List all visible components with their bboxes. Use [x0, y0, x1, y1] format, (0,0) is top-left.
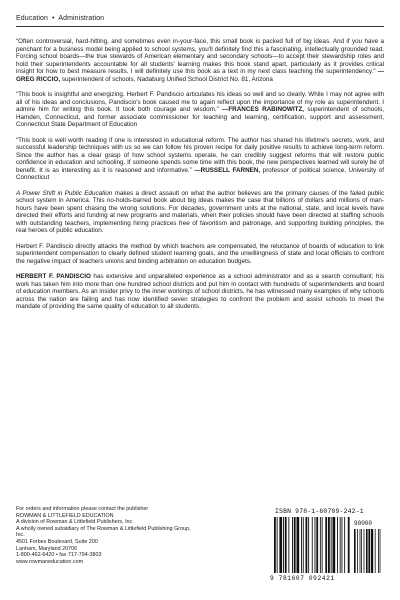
blurb-riccio — [16, 38, 384, 83]
publisher-line: For orders and information please contact the publisher — [16, 506, 149, 512]
book-title: A Power Shift in Public Education — [16, 189, 113, 197]
publisher-line: 4501 Forbes Boulevard, Suite 200 — [16, 538, 98, 545]
ean-digits: 9 781607 092421 — [270, 575, 335, 582]
blurb-quote: “This book is insightful and energizing. Herbert F. Pandiscio articulates his ideas so well and so clearly. While I may not agree with all of his ideas and conclusions, Pandiscio's book caused me to again reflect upon the importance of my role as superintendent. I admire him for writing this book. It took both courage and wisdom.” — [16, 91, 384, 113]
blurb-author-title: professor of political science, University of Connecticut — [16, 166, 384, 181]
category-separator: • — [52, 15, 55, 22]
category-line — [16, 15, 104, 22]
category-education: Education — [16, 15, 49, 22]
description-text: makes a direct assault on what the author believes are the primary causes of the failed public school system in America. This no-holds-barred book about big ideas makes the case that billions of dollars and millions of man-hours have been spent chasing the wrong solutions. For decades, government units at the national, state, and local levels have directed their efforts and funding at new programs and materials, when their policies should have been directed at staffing schools with outstanding teachers, implementing hiring practices free of favoritism and patronage, and supporting building principles, the real heroes of public education. — [16, 189, 384, 234]
author-name: HERBERT F. PANDISCIO — [16, 273, 91, 280]
publisher-line: 1-800-462-6420 • fax 717-794-3803 — [16, 552, 102, 559]
blurb-author-name: —FRANCES RABINOWITZ, — [222, 106, 305, 113]
publisher-line: A division of Rowman & Littlefield Publishers, Inc. — [16, 519, 134, 526]
publisher-line: ROWMAN & LITTLEFIELD EDUCATION — [16, 512, 114, 519]
barcode-image — [272, 515, 384, 575]
price-addon-digits: 90000 — [354, 520, 373, 527]
publisher-line: Lanham, Maryland 20706 — [16, 545, 78, 552]
description-paragraph-1 — [16, 190, 384, 235]
author-bio — [16, 273, 384, 311]
blurb-quote: “Often controversial, hard-hitting, and sometimes even in-your-face, this small book is packed full of big ideas. And if you have a penchant for a business model being applied to school systems, you'll definitely find this a fascinating, intellectually grounded read. Forcing school boards—the true stewards of American elementary and secondary schools—to accept their stewardship roles and hold their superintendents accountable for all students' learning makes this book stand apart, particularly as it provides critical insight for how to best measure results. I will definitely use this book as a text in my next class teaching the superintendency.” — [16, 38, 384, 75]
blurb-quote: “This book is well worth reading if one is interested in educational reform. The author has shared his lifetime's secrets, work, and successful leadership techniques with us so we can follow his proven recipe for daily positive results to achieve long-term reform. Since the author has a clear grasp of how school systems operate, he can credibly suggest reforms that will restore public confidence in education and schooling. If someone spends some time with this book, the new perspectives learned will surely be of benefit. It is as interesting as it is reasoned and informative.” — [16, 136, 384, 174]
blurb-author-title: superintendent of schools, Hamden, Connecticut, and former associate commissioner for teaching and learning, certification, support and assessment, Connecticut State Department of Education — [16, 106, 385, 128]
isbn-label: ISBN 978-1-60709-242-1 — [275, 508, 364, 515]
blurb-author-name: —GREG RICCIO, — [16, 68, 385, 83]
author-bio-text: has extensive and unparalleled experience as a school administrator and as a search consultant; his work has taken him into more than one hundred school districts and put him in contact with hundreds of superintendents and board of education members. As an insider privy to the inner workings of school districts, he has witnessed many examples of why schools across the nation are failing and has now identified seven strategies to confront the problem and assist schools to meet the mandate of providing the same quality of education to all students. — [16, 273, 384, 310]
blurb-author-title: superintendent of schools, Nadaburg Unified School District No. 81, Arizona — [60, 75, 273, 83]
publisher-website: www.rowmaneducation.com — [16, 558, 84, 565]
blurb-author-name: —RUSSELL FARNEN, — [194, 166, 261, 174]
description-paragraph-2: Herbert F. Pandiscio directly attacks the method by which teachers are compensated, the reluctance of boards of education to link superintendent compensation to clearly defined student learning goals, and the unwillingness of state and local officials to confront the negative impact of teachers unions and binding arbitration on education budgets. — [16, 242, 384, 265]
cover-text-block — [16, 38, 384, 319]
publisher-line: A wholly owned subsidiary of The Rowman & Littlefield Publishing Group, Inc. — [16, 525, 191, 539]
category-administration: Administration — [58, 15, 105, 22]
blurb-rabinowitz — [16, 91, 384, 129]
blurb-farnen — [16, 137, 384, 182]
publisher-info — [16, 506, 196, 565]
header-rule — [16, 26, 384, 27]
